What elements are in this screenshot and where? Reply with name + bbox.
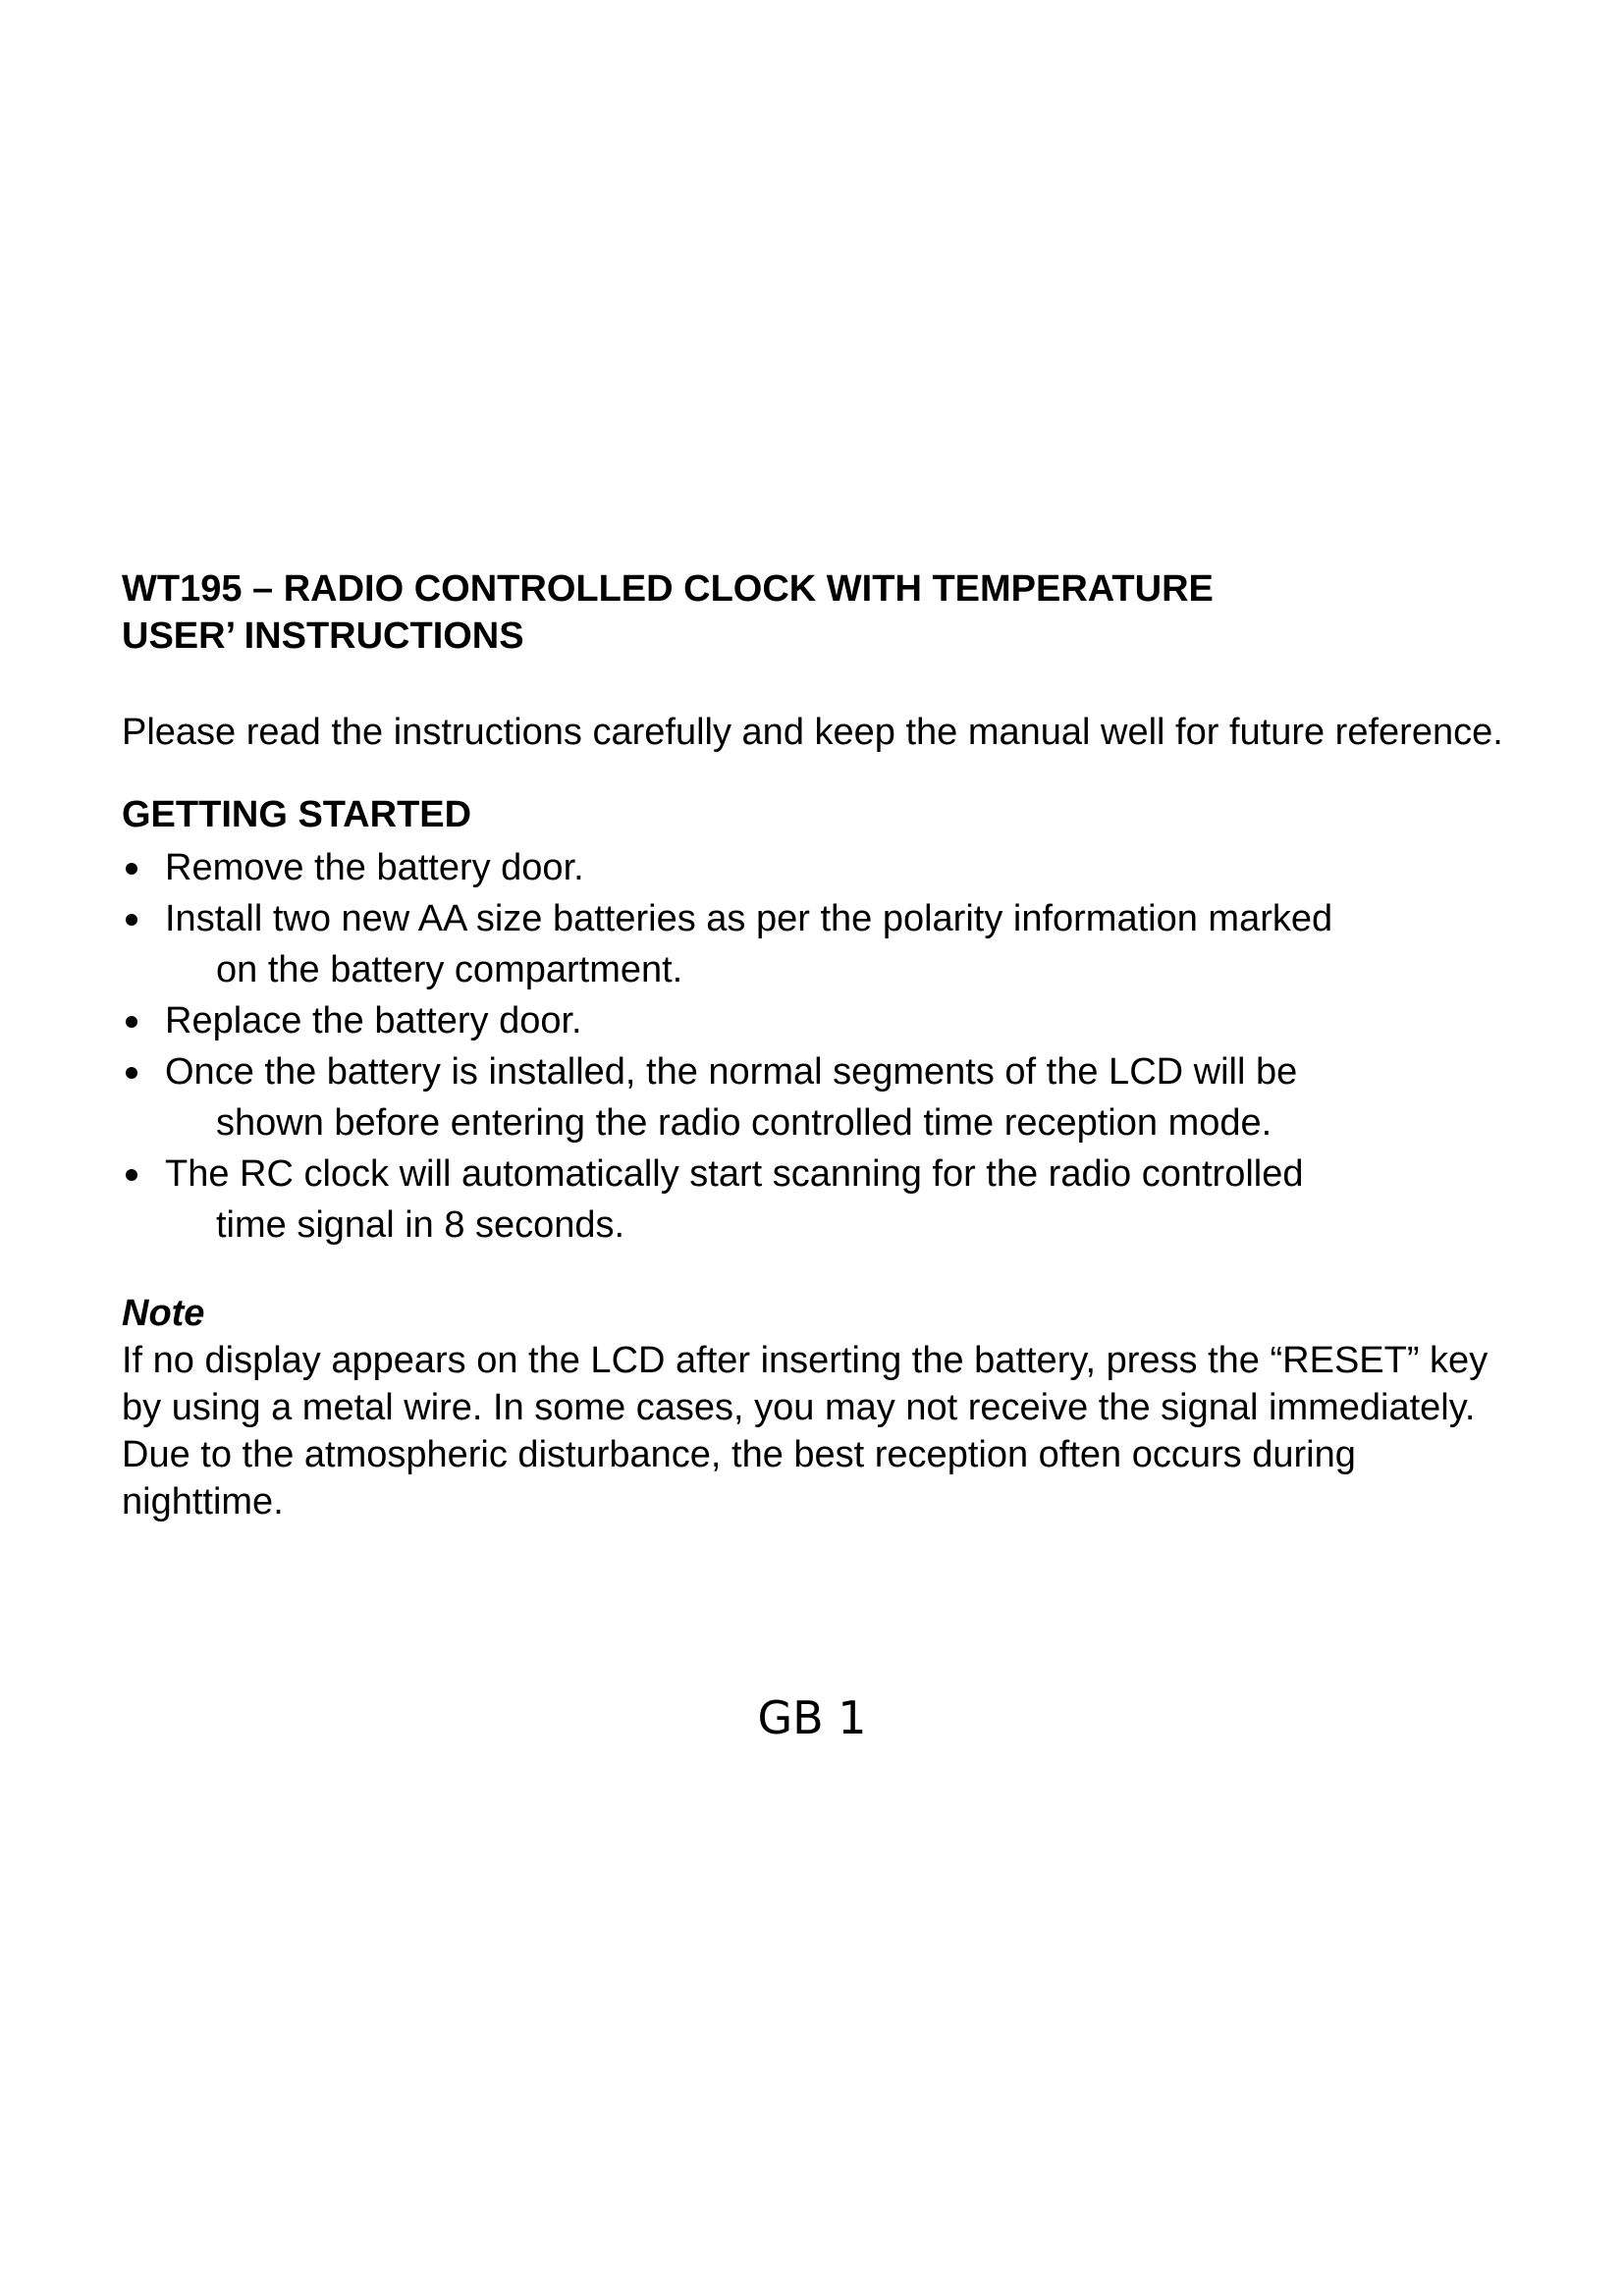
bullet-icon [126, 914, 137, 926]
list-item-text: Once the battery is installed, the normal segments of the LCD will be [165, 1051, 1298, 1093]
list-item-text: Install two new AA size batteries as per the polarity information marked [165, 898, 1333, 939]
intro-paragraph: Please read the instructions carefully and keep the manual well for future reference. [122, 712, 1503, 753]
list-item-text-continued: on the battery compartment. [216, 949, 683, 990]
title-line: USER’ INSTRUCTIONS [122, 615, 524, 657]
bullet-icon [126, 1016, 137, 1028]
list-item-text-continued: shown before entering the radio controlled time reception mode. [216, 1102, 1272, 1144]
bullet-icon [126, 1169, 137, 1181]
list-item [122, 1148, 1516, 1251]
title-line: WT195 – RADIO CONTROLLED CLOCK WITH TEMPERATURE [122, 568, 1214, 610]
section-heading-getting-started: GETTING STARTED [122, 794, 472, 835]
page-number: GB 1 [757, 1691, 867, 1744]
list-item [122, 893, 1516, 995]
list-item-text-continued: time signal in 8 seconds. [216, 1204, 625, 1246]
bullet-icon [126, 1067, 137, 1079]
note-heading: Note [122, 1293, 205, 1334]
getting-started-list [122, 842, 1516, 1251]
document-title [122, 565, 1516, 660]
list-item-text: The RC clock will automatically start scanning for the radio controlled [165, 1153, 1304, 1195]
document-content [122, 565, 1516, 1525]
list-item-text: Remove the battery door. [165, 847, 584, 888]
list-item-text: Replace the battery door. [165, 1000, 582, 1041]
list-item [122, 1046, 1516, 1148]
note-body: If no display appears on the LCD after inserting the battery, press the “RESET” key by using a metal wire. In some cases, you may not receive the signal immediately. Due to the atmospheric disturbance, the best reception often occurs during nighttime. [122, 1340, 1489, 1522]
list-item [122, 842, 1516, 893]
list-item [122, 995, 1516, 1046]
bullet-icon [126, 863, 137, 875]
